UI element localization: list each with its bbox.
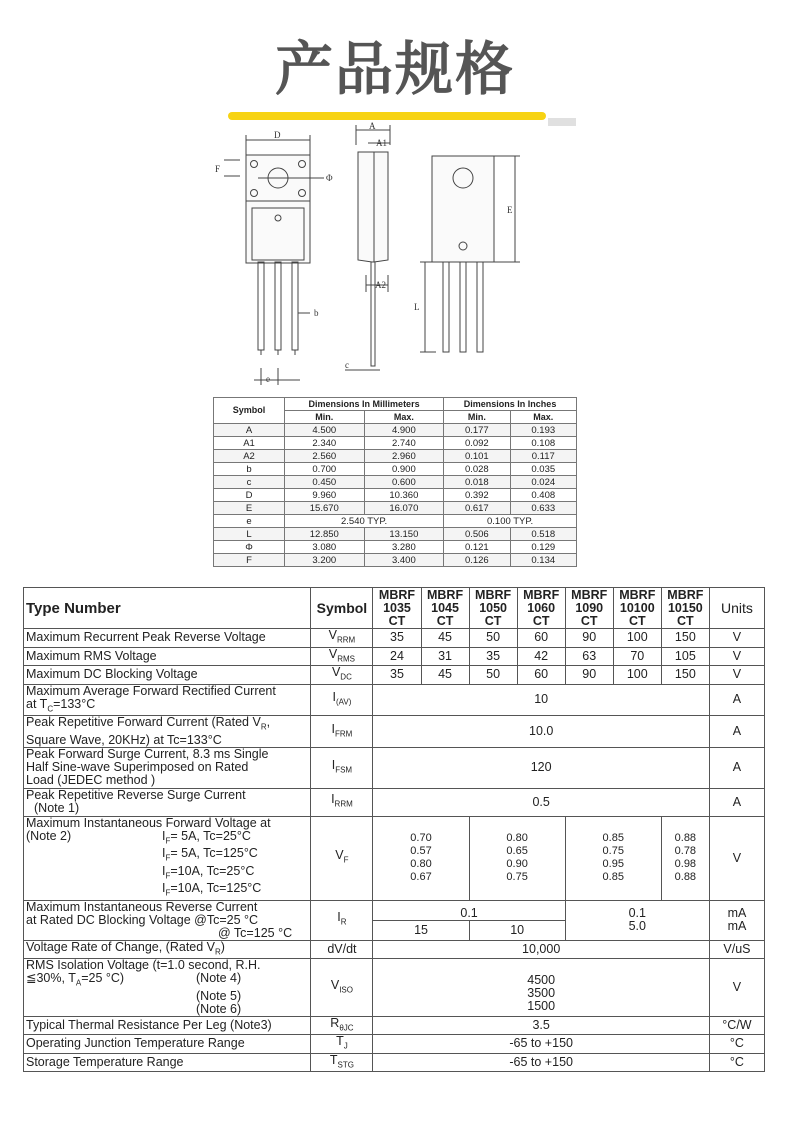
table-row	[24, 816, 765, 900]
header-part: MBRF 10150 CT	[661, 588, 709, 629]
dim-row: L 12.850 13.150 0.506 0.518	[214, 528, 577, 541]
dim-row: b 0.700 0.900 0.028 0.035	[214, 463, 577, 476]
table-row	[24, 747, 765, 788]
param-symbol: $T_{STG}$	[311, 1053, 373, 1072]
param-label: Maximum Recurrent Peak Reverse Voltage	[24, 629, 311, 648]
back-view	[420, 156, 520, 352]
param-value: -65 to +150	[373, 1053, 709, 1072]
dim-header-mm-min: Min.	[285, 411, 365, 424]
dim-row: Φ 3.080 3.280 0.121 0.129	[214, 541, 577, 554]
param-unit: A	[709, 747, 764, 788]
label-E: E	[507, 205, 513, 215]
param-label: Maximum RMS Voltage	[24, 647, 311, 666]
dim-header-in: Dimensions In Inches	[444, 398, 577, 411]
table-row	[24, 959, 765, 1017]
header-part: MBRF 1050 CT	[469, 588, 517, 629]
label-Phi: Φ	[326, 173, 333, 183]
dim-header-symbol: Symbol	[214, 398, 285, 424]
label-A2: A2	[375, 280, 386, 290]
param-value: 10,000	[373, 940, 709, 959]
header-part: MBRF 10100 CT	[613, 588, 661, 629]
param-value: 10	[373, 684, 709, 716]
ir-value: 0.1 5.0	[565, 900, 709, 940]
table-row	[24, 684, 765, 716]
vf-group: 0.88 0.78 0.98 0.88	[661, 816, 709, 900]
param-unit: A	[709, 716, 764, 748]
param-unit: °C/W	[709, 1016, 764, 1035]
table-row	[24, 716, 765, 748]
table-row	[24, 900, 765, 920]
param-symbol: $I_{(AV)}$	[311, 684, 373, 716]
dim-row: c 0.450 0.600 0.018 0.024	[214, 476, 577, 489]
param-label: Maximum Instantaneous Forward Voltage at (Note 2) $I_F= 5A$, Tc=25°C $I_F= 5A$, Tc=125°C $I_F=10A$, Tc=25°C $I_F=10A$, Tc=125°C	[24, 816, 311, 900]
dim-header-in-max: Max.	[510, 411, 576, 424]
dim-row: D 9.960 10.360 0.392 0.408	[214, 489, 577, 502]
label-A1: A1	[376, 138, 387, 148]
table-header-row	[24, 588, 765, 629]
dim-header-in-min: Min.	[444, 411, 510, 424]
param-label: Storage Temperature Range	[24, 1053, 311, 1072]
param-symbol: $I_{RRM}$	[311, 788, 373, 816]
dim-header-mm-max: Max.	[364, 411, 444, 424]
param-unit: °C	[709, 1053, 764, 1072]
header-part: MBRF 1035 CT	[373, 588, 421, 629]
dim-row: E 15.670 16.070 0.617 0.633	[214, 502, 577, 515]
side-view	[345, 125, 390, 370]
label-F: F	[215, 164, 221, 174]
vf-group: 0.70 0.57 0.80 0.67	[373, 816, 469, 900]
label-L: L	[414, 302, 420, 312]
param-value: 10.0	[373, 716, 709, 748]
ratings-table	[23, 587, 765, 1072]
ir-value: 0.1	[373, 900, 565, 920]
front-view	[224, 135, 324, 385]
param-label: Voltage Rate of Change, (Rated $V_R$)	[24, 940, 311, 959]
param-unit: V	[709, 959, 764, 1017]
param-unit: V	[709, 666, 764, 685]
table-row	[24, 1016, 765, 1035]
param-value: 0.5	[373, 788, 709, 816]
table-row	[24, 788, 765, 816]
param-symbol: $V_{RMS}$	[311, 647, 373, 666]
param-symbol: $V_F$	[311, 816, 373, 900]
param-unit: V/uS	[709, 940, 764, 959]
table-row: Maximum RMS Voltage $V_{RMS}$ 24 31 35 42 63 70 105 V	[24, 647, 765, 666]
dim-row: A 4.500 4.900 0.177 0.193	[214, 424, 577, 437]
header-type-number: Type Number	[24, 588, 311, 629]
param-label: Maximum DC Blocking Voltage	[24, 666, 311, 685]
vf-group: 0.80 0.65 0.90 0.75	[469, 816, 565, 900]
table-row: Maximum DC Blocking Voltage $V_{DC}$ 35 45 50 60 90 100 150 V	[24, 666, 765, 685]
dim-row: A1 2.340 2.740 0.092 0.108	[214, 437, 577, 450]
param-label: Maximum Average Forward Rectified Current at $T_C=133^\circ C$	[24, 684, 311, 716]
dim-row: A2 2.560 2.960 0.101 0.117	[214, 450, 577, 463]
param-symbol: $R_{\theta JC}$	[311, 1016, 373, 1035]
param-unit: A	[709, 788, 764, 816]
param-symbol: dV/dt	[311, 940, 373, 959]
param-label: Operating Junction Temperature Range	[24, 1035, 311, 1054]
page-title: 产品规格	[274, 35, 515, 103]
ir-value: 10	[469, 920, 565, 940]
header-part: MBRF 1060 CT	[517, 588, 565, 629]
label-D: D	[274, 130, 281, 140]
param-unit: V	[709, 629, 764, 648]
header-units: Units	[709, 588, 764, 629]
param-label: RMS Isolation Voltage (t=1.0 second, R.H. ≦30%, $T_A=25$ °C) (Note 4) (Note 5) (Note 6)	[24, 959, 311, 1017]
param-unit: mA mA	[709, 900, 764, 940]
param-symbol: $V_{RRM}$	[311, 629, 373, 648]
param-unit: V	[709, 816, 764, 900]
dim-header-mm: Dimensions In Millimeters	[285, 398, 444, 411]
param-label: Typical Thermal Resistance Per Leg (Note3)	[24, 1016, 311, 1035]
ir-value: 15	[373, 920, 469, 940]
table-row	[24, 1053, 765, 1072]
dim-row: F 3.200 3.400 0.126 0.134	[214, 554, 577, 567]
header-symbol: Symbol	[311, 588, 373, 629]
param-value: -65 to +150	[373, 1035, 709, 1054]
param-symbol: $I_R$	[311, 900, 373, 940]
param-value: 3.5	[373, 1016, 709, 1035]
param-label: Maximum Instantaneous Reverse Current at Rated DC Blocking Voltage @Tc=25 °C @ Tc=125 °C	[24, 900, 311, 940]
param-label: Peak Repetitive Reverse Surge Current (Note 1)	[24, 788, 311, 816]
param-symbol: $T_J$	[311, 1035, 373, 1054]
param-unit: V	[709, 647, 764, 666]
label-A: A	[369, 121, 376, 131]
param-symbol: $I_{FSM}$	[311, 747, 373, 788]
table-row	[24, 940, 765, 959]
param-unit: A	[709, 684, 764, 716]
label-b: b	[314, 308, 319, 318]
table-row	[24, 1035, 765, 1054]
param-label: Peak Forward Surge Current, 8.3 ms Single Half Sine-wave Superimposed on Rated Load (JEDEC method )	[24, 747, 311, 788]
table-row: Maximum Recurrent Peak Reverse Voltage $V_{RRM}$ 35 45 50 60 90 100 150 V	[24, 629, 765, 648]
param-unit: °C	[709, 1035, 764, 1054]
vf-group: 0.85 0.75 0.95 0.85	[565, 816, 661, 900]
param-symbol: $V_{DC}$	[311, 666, 373, 685]
dim-row: e 2.540 TYP. 0.100 TYP.	[214, 515, 577, 528]
param-symbol: $V_{ISO}$	[311, 959, 373, 1017]
label-e: e	[266, 374, 270, 384]
header-part: MBRF 1045 CT	[421, 588, 469, 629]
label-c: c	[345, 360, 349, 370]
param-symbol: $I_{FRM}$	[311, 716, 373, 748]
param-value: 4500 3500 1500	[373, 959, 709, 1017]
dimensions-table	[213, 397, 577, 567]
param-label: Peak Repetitive Forward Current (Rated $V_R$, Square Wave, 20KHz) at Tc=133°C	[24, 716, 311, 748]
param-value: 120	[373, 747, 709, 788]
header-part: MBRF 1090 CT	[565, 588, 613, 629]
package-outline-drawing	[0, 0, 790, 395]
